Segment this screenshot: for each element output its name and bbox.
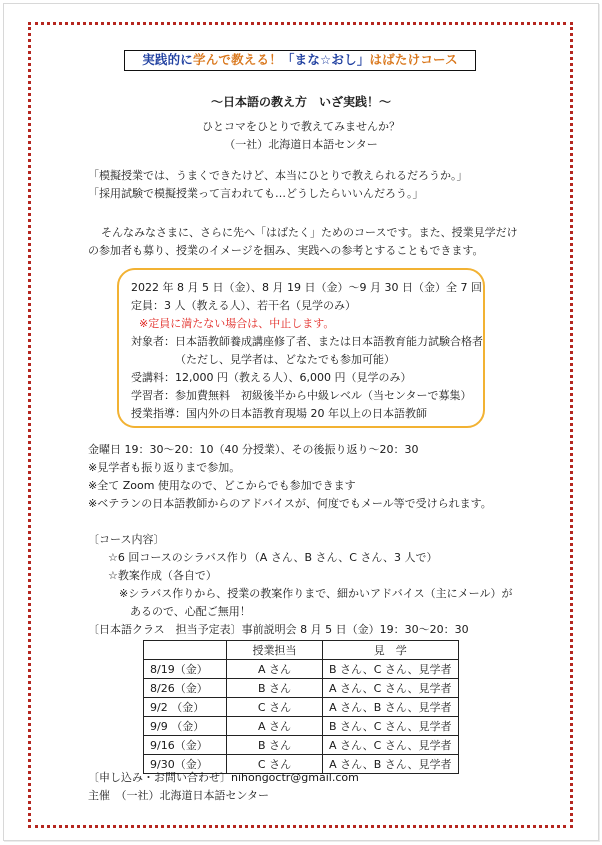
cell-observers: A さん、C さん、見学者 [323,736,459,755]
cell-teacher: A さん [227,660,323,679]
paragraph-line-2: の参加者も募り、授業のイメージを掴み、実践への参考とすることもできます。 [88,244,484,257]
cell-date: 9/16（金） [144,736,227,755]
paragraph-line-1: そんなみなさまに、さらに先へ「はばたく」ためのコースです。また、授業見学だけ [101,226,518,239]
cell-teacher: A さん [227,717,323,736]
cell-observers: B さん、C さん、見学者 [323,717,459,736]
course-item-3: ※シラバス作りから、授業の教案作りまで、細かいアドバイス（主にメール）が [119,587,513,600]
intro-question: ひとコマをひとりで教えてみませんか？ [202,120,400,133]
info-target-2: （ただし、見学者は、どなたでも参加可能） [175,353,395,366]
course-item-2: ☆教案作成（各自で） [108,569,217,582]
table-header-row [144,641,459,660]
table-row [144,698,459,717]
cell-date: 9/30（金） [144,755,227,774]
quote-1: 「模擬授業では、うまくできたけど、本当にひとりで教えられるだろうか。」 [88,169,468,182]
info-capacity: 定員：3 人（教える人）、若干名（見学のみ） [131,299,356,312]
title-part-4: 「まな☆おし」 [281,52,370,67]
title-part-3: 教える！ [231,52,282,67]
table-header-observers: 見 学 [323,641,459,660]
organizer-line: （一社）北海道日本語センター [224,138,378,151]
cell-date: 8/19（金） [144,660,227,679]
course-item-1: ☆6 回コースのシラバス作り（A さん、B さん、C さん、3 人で） [108,551,438,564]
schedule-table [143,640,459,774]
title-part-2: 学んで [193,52,232,67]
course-title [124,50,476,71]
title-part-1: 実践的に [142,52,193,67]
contact-line: 〔申し込み・お問い合わせ〕nihongoctr@gmail.com [88,771,359,784]
subtitle: ～日本語の教え方 いざ実践！～ [210,95,391,109]
table-row [144,679,459,698]
class-schedule-heading: 〔日本語クラス 担当予定表〕事前説明会 8 月 5 日（金）19：30～20：30 [88,623,469,636]
cell-observers: B さん、C さん、見学者 [323,660,459,679]
info-dates: 2022 年 8 月 5 日（金）、8 月 19 日（金）～9 月 30 日（金）全 7 回 [131,281,482,294]
quote-2: 「採用試験で模擬授業って言われても…どうしたらいいんだろう。」 [88,187,424,200]
cell-observers: A さん、B さん、見学者 [323,755,459,774]
table-header-date [144,641,227,660]
host-line: 主催 （一社）北海道日本語センター [88,789,270,802]
course-item-4: あるので、心配ご無用！ [130,605,251,618]
cell-teacher: B さん [227,679,323,698]
info-cancel-note: ※定員に満たない場合は、中止します。 [139,317,335,330]
info-learners: 学習者：参加費無料 初級後半から中級レベル（当センターで募集） [131,389,472,402]
cell-observers: A さん、B さん、見学者 [323,698,459,717]
table-row [144,660,459,679]
title-part-5: はばたけコース [369,52,458,67]
info-fee: 受講料：12,000 円（教える人）、6,000 円（見学のみ） [131,371,412,384]
note-1: ※見学者も振り返りまで参加。 [88,461,241,474]
cell-observers: A さん、C さん、見学者 [323,679,459,698]
info-instructor: 授業指導：国内外の日本語教育現場 20 年以上の日本語教師 [131,407,427,420]
table-row [144,736,459,755]
info-target-1: 対象者：日本語教師養成講座修了者、または日本語教育能力試験合格者 [131,335,483,348]
table-header-teacher: 授業担当 [227,641,323,660]
cell-teacher: C さん [227,755,323,774]
course-heading: 〔コース内容〕 [88,533,165,546]
note-2: ※全て Zoom 使用なので、どこからでも参加できます [88,479,356,492]
time-line: 金曜日 19：30～20：10（40 分授業）、その後振り返り～20：30 [88,443,419,456]
cell-date: 9/2 （金） [144,698,227,717]
note-3: ※ベテランの日本語教師からのアドバイスが、何度でもメール等で受けられます。 [88,497,492,510]
cell-date: 9/9 （金） [144,717,227,736]
cell-date: 8/26（金） [144,679,227,698]
table-row [144,717,459,736]
cell-teacher: B さん [227,736,323,755]
cell-teacher: C さん [227,698,323,717]
